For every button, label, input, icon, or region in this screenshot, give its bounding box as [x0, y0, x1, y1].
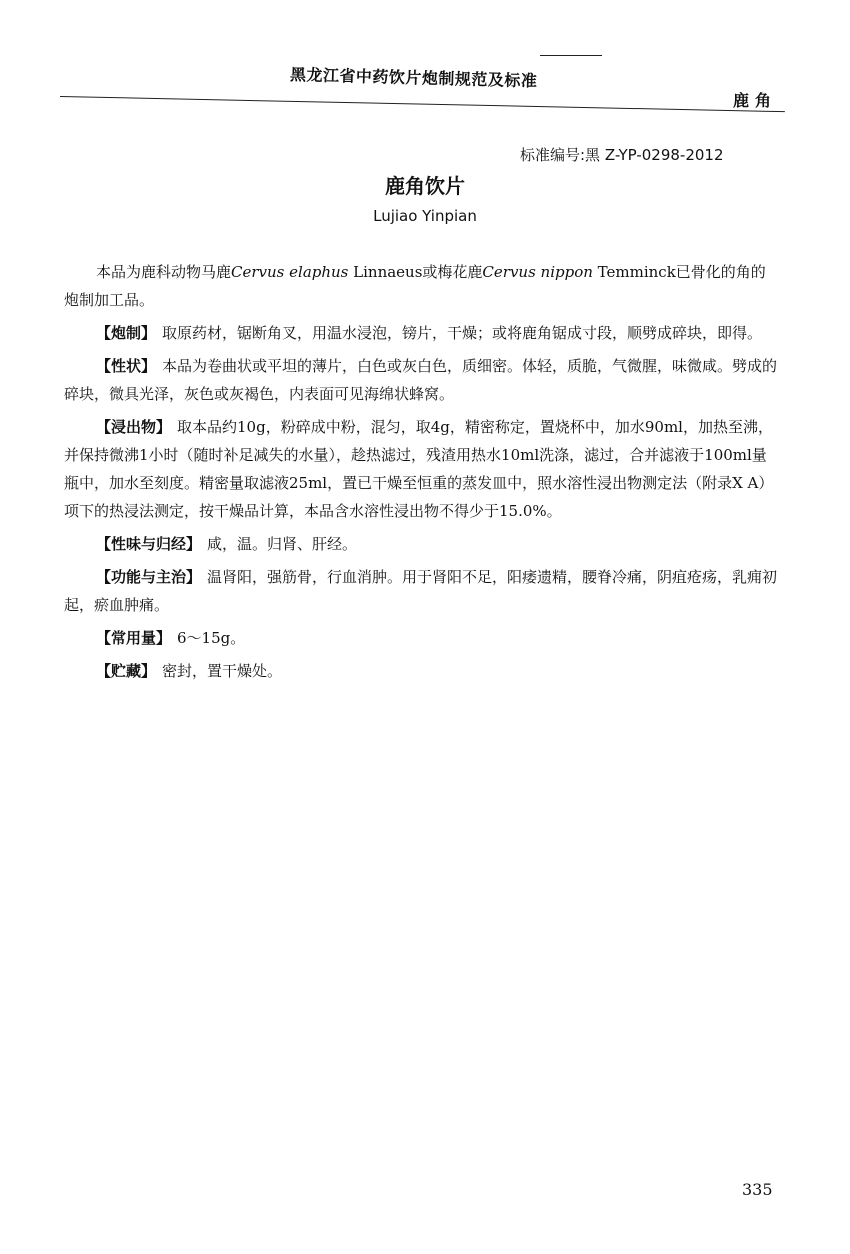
latin-name-1: Cervus elaphus — [231, 263, 349, 281]
page-number: 335 — [742, 1180, 773, 1199]
section-storage — [64, 657, 780, 685]
section-text: 温肾阳，强筋骨，行血消肿。用于肾阳不足，阳痿遗精，腰脊冷痛，阴疽疮疡，乳痈初起，瘀血肿痛。 — [64, 568, 778, 614]
standard-number: 标准编号:黑 Z-YP-0298-2012 — [520, 146, 724, 164]
section-label: 【炮制】 — [96, 324, 157, 342]
intro-paragraph — [64, 258, 780, 314]
section-extractives — [64, 413, 780, 525]
section-processing — [64, 319, 780, 347]
intro-text-3: Temminck已骨化的角的炮制加工品。 — [64, 263, 766, 309]
section-text: 密封，置干燥处。 — [162, 662, 283, 680]
section-text: 本品为卷曲状或平坦的薄片，白色或灰白色，质细密。体轻，质脆，气微腥，味微咸。劈成的碎块，微具光泽，灰色或灰褐色，内表面可见海绵状蜂窝。 — [64, 357, 778, 403]
section-label: 【功能与主治】 — [96, 568, 202, 586]
header-short-rule — [540, 55, 602, 56]
section-label: 【常用量】 — [96, 629, 172, 647]
section-text: 咸，温。归肾、肝经。 — [207, 535, 358, 553]
running-header-section: 鹿角 — [733, 91, 778, 110]
intro-text-1: 本品为鹿科动物马鹿 — [96, 263, 232, 281]
section-text: 取本品约10g，粉碎成中粉，混匀，取4g，精密称定，置烧杯中，加水90ml，加热至沸，并保持微沸1小时（随时补足减失的水量），趁热滤过，残渣用热水10ml洗涤，滤过，合并滤液于100ml量瓶中，加水至刻度。精密量取滤液25ml，置已干燥至恒重的蒸发皿中，照水溶性浸出物测定法（附录X A）项下的热浸法测定，按干燥品计算，本品含水溶性浸出物不得少于15.0%。 — [64, 418, 774, 520]
latin-name-2: Cervus nippon — [482, 263, 593, 281]
pinyin-title: Lujiao Yinpian — [373, 207, 477, 225]
section-label: 【性状】 — [96, 357, 157, 375]
section-description — [64, 352, 780, 408]
section-label: 【贮藏】 — [96, 662, 157, 680]
section-text: 6～15g。 — [177, 629, 246, 647]
section-label: 【浸出物】 — [96, 418, 172, 436]
monograph-body — [64, 258, 780, 690]
section-dosage — [64, 624, 780, 652]
section-property-meridian — [64, 530, 780, 558]
running-header-book-title: 黑龙江省中药饮片炮制规范及标准 — [289, 65, 538, 91]
section-function-indication — [64, 563, 780, 619]
section-text: 取原药材，锯断角叉，用温水浸泡，镑片，干燥；或将鹿角锯成寸段，顺劈成碎块，即得。 — [162, 324, 763, 342]
section-label: 【性味与归经】 — [96, 535, 202, 553]
page-title: 鹿角饮片 — [385, 174, 465, 198]
header-rule — [60, 96, 785, 112]
intro-text-2: Linnaeus或梅花鹿 — [348, 263, 483, 281]
